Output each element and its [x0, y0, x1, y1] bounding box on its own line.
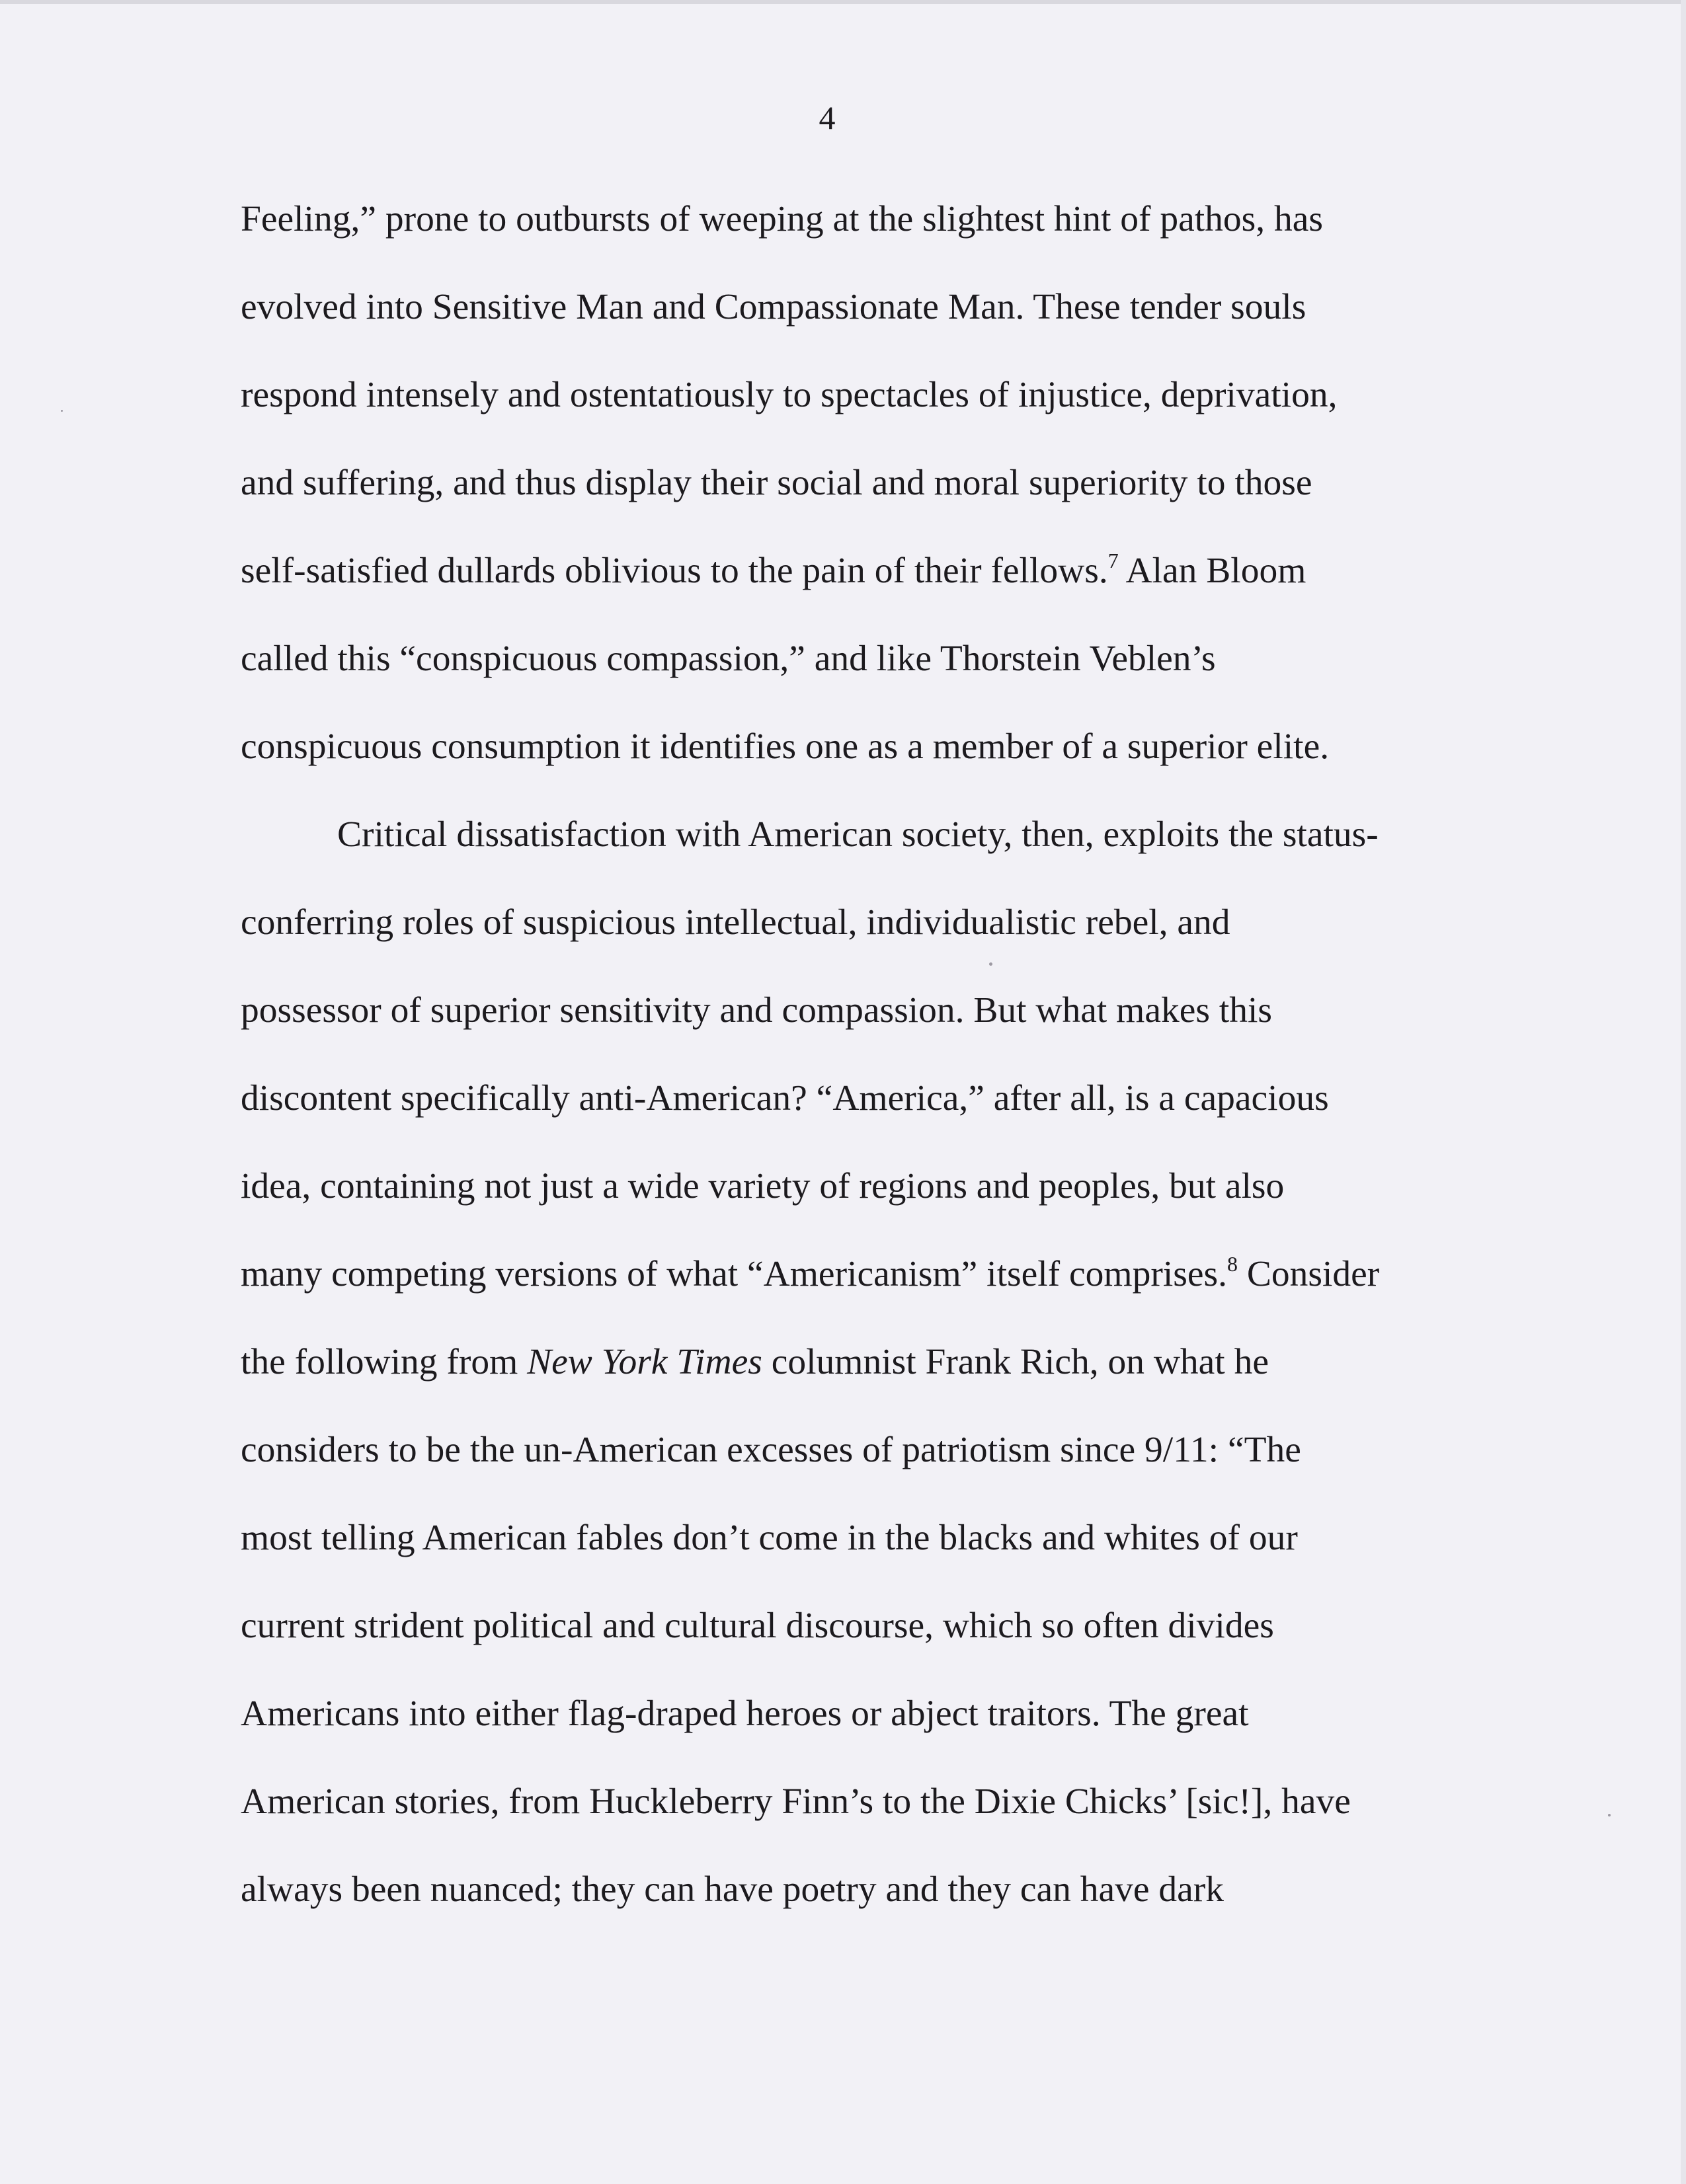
text-line-1: Feeling,” prone to outbursts of weeping at the slightest hint of pathos, has: [241, 199, 1323, 239]
publication-title: New York Times: [527, 1342, 762, 1382]
text-line-17: current strident political and cultural discourse, which so often divides: [241, 1606, 1274, 1646]
scan-edge-top: [0, 0, 1686, 4]
text-line-19: American stories, from Huckleberry Finn’s to the Dixie Chicks’ [sic!], have: [241, 1781, 1351, 1822]
body-text: [241, 175, 1556, 1933]
text-line-20: always been nuanced; they can have poetry and they can have dark: [241, 1869, 1224, 1910]
text-line-5-main: self-satisfied dullards oblivious to the pain of their fellows.: [241, 551, 1108, 591]
text-line-13-tail: Consider: [1237, 1254, 1380, 1294]
text-line-18: Americans into either flag-draped heroes or abject traitors. The great: [241, 1694, 1249, 1734]
text-line-14: [241, 1318, 1556, 1406]
text-line-13: [241, 1230, 1556, 1318]
text-line-7: conspicuous consumption it identifies one as a member of a superior elite.: [241, 726, 1330, 767]
text-line-11: discontent specifically anti-American? “America,” after all, is a capacious: [241, 1078, 1329, 1118]
text-line-13-main: many competing versions of what “Americanism” itself comprises.: [241, 1254, 1227, 1294]
text-line-8: Critical dissatisfaction with American society, then, exploits the status-: [337, 814, 1379, 855]
text-line-16: most telling American fables don’t come in the blacks and whites of our: [241, 1518, 1298, 1558]
text-line-5-tail: Alan Bloom: [1118, 551, 1306, 591]
footnote-marker-7: 7: [1107, 549, 1119, 572]
scan-speck: [1608, 1814, 1611, 1816]
scan-speck: [61, 410, 63, 412]
text-line-6: called this “conspicuous compassion,” and like Thorstein Veblen’s: [241, 639, 1216, 679]
text-line-3: respond intensely and ostentatiously to spectacles of injustice, deprivation,: [241, 375, 1338, 415]
text-line-14-tail: columnist Frank Rich, on what he: [762, 1342, 1269, 1382]
scan-speck: [989, 962, 992, 966]
text-line-5: [241, 527, 1556, 615]
text-line-9: conferring roles of suspicious intellectual, individualistic rebel, and: [241, 902, 1230, 943]
scan-edge-right: [1681, 0, 1686, 2184]
footnote-marker-8: 8: [1226, 1252, 1238, 1276]
text-line-14-lead: the following from: [241, 1342, 528, 1382]
text-line-4: and suffering, and thus display their social and moral superiority to those: [241, 463, 1312, 503]
text-line-15: considers to be the un-American excesses of patriotism since 9/11: “The: [241, 1430, 1301, 1470]
text-line-2: evolved into Sensitive Man and Compassionate Man. These tender souls: [241, 287, 1306, 327]
text-line-12: idea, containing not just a wide variety of regions and peoples, but also: [241, 1166, 1285, 1206]
page-number: 4: [819, 99, 836, 136]
text-line-10: possessor of superior sensitivity and compassion. But what makes this: [241, 990, 1273, 1031]
